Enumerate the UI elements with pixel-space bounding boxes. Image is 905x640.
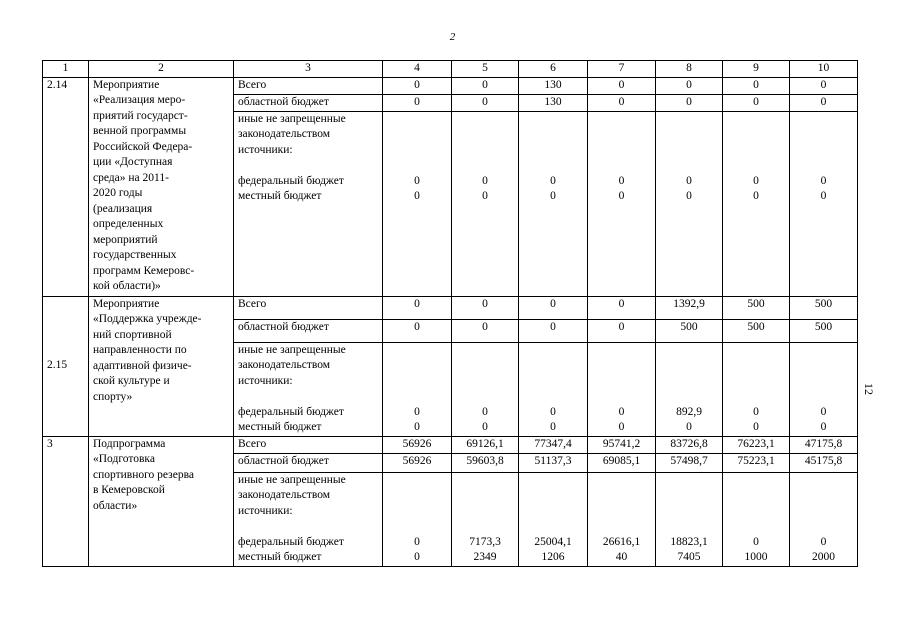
spacer xyxy=(238,389,378,405)
measure-name-line: венной программы xyxy=(93,125,187,137)
value-federal: 0 xyxy=(550,405,556,418)
value-local: 0 xyxy=(482,190,488,202)
spacer xyxy=(238,519,378,535)
value-local: 0 xyxy=(753,421,759,433)
measure-name-line: (реализация xyxy=(93,202,153,215)
value-cell: 56926 xyxy=(383,436,452,453)
header-cell: 1 xyxy=(43,61,89,78)
measure-name-line: ний спортивной xyxy=(93,328,172,341)
value-local: 0 xyxy=(686,421,692,433)
table-row xyxy=(43,436,858,453)
label-line: источники: xyxy=(238,374,293,387)
measure-name-line: Российской Федера- xyxy=(93,140,193,153)
header-cell: 4 xyxy=(383,61,452,78)
funding-label-total: Всего xyxy=(234,436,383,453)
label-line: иные не запрещенные xyxy=(238,473,346,486)
value-cell: 69126,1 xyxy=(452,436,519,453)
row-number: 2.14 xyxy=(43,77,89,296)
table-row xyxy=(43,77,858,94)
value-federal: 0 xyxy=(686,174,692,187)
measure-name-line: области» xyxy=(93,499,138,512)
value-cell: 0 xyxy=(656,77,723,94)
value-cell: 500 xyxy=(723,319,790,342)
funding-label-other xyxy=(234,111,383,296)
value-cell: 130 xyxy=(519,77,588,94)
value-federal: 0 xyxy=(550,174,556,187)
value-local: 0 xyxy=(618,421,625,433)
label-line: местный бюджет xyxy=(238,190,322,202)
value-cell: 500 xyxy=(790,296,858,319)
value-local: 0 xyxy=(550,190,556,202)
measure-name-line: мероприятий xyxy=(93,233,158,246)
table-row xyxy=(43,296,858,319)
value-local: 0 xyxy=(686,190,692,202)
value-federal: 0 xyxy=(482,174,488,187)
label-line: законодательством xyxy=(238,128,331,140)
value-federal: 7173,3 xyxy=(469,535,501,548)
value-cell: 0 xyxy=(588,94,656,111)
value-federal: 26616,1 xyxy=(602,535,641,548)
measure-name-line: Подпрограмма xyxy=(93,437,166,450)
header-cell: 8 xyxy=(656,61,723,78)
value-cell: 0 xyxy=(723,94,790,111)
value-cell: 0 xyxy=(723,77,790,94)
value-cell: 0 xyxy=(383,94,452,111)
label-line: источники: xyxy=(238,143,293,156)
value-cell: 47175,8 xyxy=(790,436,858,453)
value-cell-pair xyxy=(519,111,588,296)
measure-name-line: приятий государст- xyxy=(93,109,188,122)
value-cell-pair xyxy=(452,342,519,436)
label-line: законодательством xyxy=(238,489,331,501)
funding-label-regional: областной бюджет xyxy=(234,453,383,472)
value-cell-pair xyxy=(790,111,858,296)
value-cell: 0 xyxy=(383,77,452,94)
value-cell: 500 xyxy=(723,296,790,319)
value-cell-pair xyxy=(383,111,452,296)
value-cell: 0 xyxy=(519,319,588,342)
value-cell: 76223,1 xyxy=(723,436,790,453)
value-local: 2349 xyxy=(473,551,497,563)
funding-label-other xyxy=(234,472,383,566)
value-cell: 0 xyxy=(452,77,519,94)
value-cell-pair xyxy=(790,342,858,436)
value-federal: 0 xyxy=(482,405,488,418)
value-cell-pair xyxy=(723,472,790,566)
label-line: источники: xyxy=(238,504,293,517)
value-cell: 95741,2 xyxy=(588,436,656,453)
measure-name-line: «Подготовка xyxy=(93,453,155,465)
measure-name xyxy=(89,296,234,436)
measure-name-line: среда» на 2011- xyxy=(93,171,169,184)
value-cell: 0 xyxy=(383,296,452,319)
value-local: 40 xyxy=(615,551,628,563)
value-local: 0 xyxy=(414,551,420,563)
label-line: иные не запрещенные xyxy=(238,343,346,356)
value-cell: 77347,4 xyxy=(519,436,588,453)
value-federal: 0 xyxy=(820,405,827,418)
row-number: 2.15 xyxy=(43,296,89,436)
measure-name-line: спортивного резерва xyxy=(93,468,194,481)
value-cell: 500 xyxy=(790,319,858,342)
label-line: иные не запрещенные xyxy=(238,112,346,125)
header-cell: 3 xyxy=(234,61,383,78)
value-cell-pair xyxy=(588,342,656,436)
value-cell: 0 xyxy=(452,319,519,342)
value-cell-pair xyxy=(452,472,519,566)
value-local: 0 xyxy=(820,421,827,433)
measure-name-line: ской культуре и xyxy=(93,375,170,387)
label-line: федеральный бюджет xyxy=(238,174,344,187)
value-local: 1000 xyxy=(744,551,768,563)
header-cell: 10 xyxy=(790,61,858,78)
header-cell: 6 xyxy=(519,61,588,78)
value-cell: 0 xyxy=(790,94,858,111)
value-federal: 18823,1 xyxy=(670,535,708,548)
value-cell: 59603,8 xyxy=(452,453,519,472)
value-local: 0 xyxy=(550,421,556,433)
budget-table xyxy=(42,60,858,567)
value-cell-pair xyxy=(383,342,452,436)
page-number: 2 xyxy=(449,31,456,43)
value-federal: 892,9 xyxy=(676,405,702,418)
value-cell: 130 xyxy=(519,94,588,111)
value-cell: 0 xyxy=(790,77,858,94)
value-cell: 0 xyxy=(588,77,656,94)
value-federal: 0 xyxy=(820,174,827,187)
value-cell-pair xyxy=(519,472,588,566)
value-federal: 0 xyxy=(820,535,827,548)
value-cell-pair xyxy=(452,111,519,296)
label-line: федеральный бюджет xyxy=(238,535,344,548)
header-cell: 9 xyxy=(723,61,790,78)
value-local: 0 xyxy=(414,190,420,202)
value-cell-pair xyxy=(723,111,790,296)
value-local: 7405 xyxy=(677,551,701,563)
label-line: законодательством xyxy=(238,359,331,371)
value-cell: 0 xyxy=(519,296,588,319)
value-cell-pair xyxy=(519,342,588,436)
value-cell-pair xyxy=(656,472,723,566)
value-local: 0 xyxy=(820,190,827,202)
value-cell-pair xyxy=(790,472,858,566)
value-cell-pair xyxy=(383,472,452,566)
funding-label-total: Всего xyxy=(234,296,383,319)
value-local: 0 xyxy=(414,421,420,433)
value-cell: 1392,9 xyxy=(656,296,723,319)
value-cell: 0 xyxy=(383,319,452,342)
measure-name-line: «Поддержка учрежде- xyxy=(93,313,202,325)
measure-name-line: Мероприятие xyxy=(93,297,160,310)
value-cell-pair xyxy=(656,111,723,296)
value-cell: 0 xyxy=(588,319,656,342)
label-line: местный бюджет xyxy=(238,551,322,563)
value-cell: 0 xyxy=(588,296,656,319)
header-row xyxy=(43,61,858,78)
value-federal: 0 xyxy=(414,405,420,418)
value-cell: 51137,3 xyxy=(519,453,588,472)
value-cell-pair xyxy=(656,342,723,436)
value-cell-pair xyxy=(588,111,656,296)
value-cell: 0 xyxy=(452,94,519,111)
value-cell: 45175,8 xyxy=(790,453,858,472)
header-cell: 2 xyxy=(89,61,234,78)
value-federal: 0 xyxy=(618,405,625,418)
value-federal: 0 xyxy=(753,535,759,548)
funding-label-total: Всего xyxy=(234,77,383,94)
value-local: 0 xyxy=(482,421,488,433)
value-federal: 0 xyxy=(414,174,420,187)
value-federal: 0 xyxy=(753,174,759,187)
value-local: 1206 xyxy=(541,551,565,563)
measure-name xyxy=(89,77,234,296)
label-line: федеральный бюджет xyxy=(238,405,344,418)
funding-label-other xyxy=(234,342,383,436)
funding-label-regional: областной бюджет xyxy=(234,94,383,111)
row-number: 3 xyxy=(43,436,89,566)
measure-name-line: государственных xyxy=(93,249,177,261)
value-federal: 25004,1 xyxy=(534,535,572,548)
value-federal: 0 xyxy=(618,174,625,187)
value-federal: 0 xyxy=(753,405,759,418)
measure-name-line: ции «Доступная xyxy=(93,156,173,168)
measure-name xyxy=(89,436,234,566)
value-cell: 56926 xyxy=(383,453,452,472)
spacer xyxy=(238,158,378,174)
funding-label-regional: областной бюджет xyxy=(234,319,383,342)
value-local: 0 xyxy=(753,190,759,202)
measure-name-line: программ Кемеровс- xyxy=(93,264,195,277)
measure-name-line: в Кемеровской xyxy=(93,484,165,496)
side-page-number: 12 xyxy=(862,383,876,395)
measure-name-line: «Реализация меро- xyxy=(93,94,186,106)
value-cell: 75223,1 xyxy=(723,453,790,472)
value-cell-pair xyxy=(723,342,790,436)
measure-name-line: кой области)» xyxy=(93,280,161,292)
value-cell-pair xyxy=(588,472,656,566)
value-cell: 0 xyxy=(452,296,519,319)
measure-name-line: 2020 годы xyxy=(93,187,143,199)
value-cell: 83726,8 xyxy=(656,436,723,453)
value-federal: 0 xyxy=(414,535,420,548)
header-cell: 5 xyxy=(452,61,519,78)
measure-name-line: направленности по xyxy=(93,344,187,356)
label-line: местный бюджет xyxy=(238,421,322,433)
value-cell: 0 xyxy=(656,94,723,111)
measure-name-line: спорту» xyxy=(93,390,133,403)
value-local: 2000 xyxy=(812,551,835,563)
measure-name-line: адаптивной физиче- xyxy=(93,359,192,372)
value-local: 0 xyxy=(618,190,625,202)
measure-name-line: определенных xyxy=(93,218,164,230)
value-cell: 57498,7 xyxy=(656,453,723,472)
value-cell: 500 xyxy=(656,319,723,342)
header-cell: 7 xyxy=(588,61,656,78)
measure-name-line: Мероприятие xyxy=(93,78,160,91)
value-cell: 69085,1 xyxy=(588,453,656,472)
